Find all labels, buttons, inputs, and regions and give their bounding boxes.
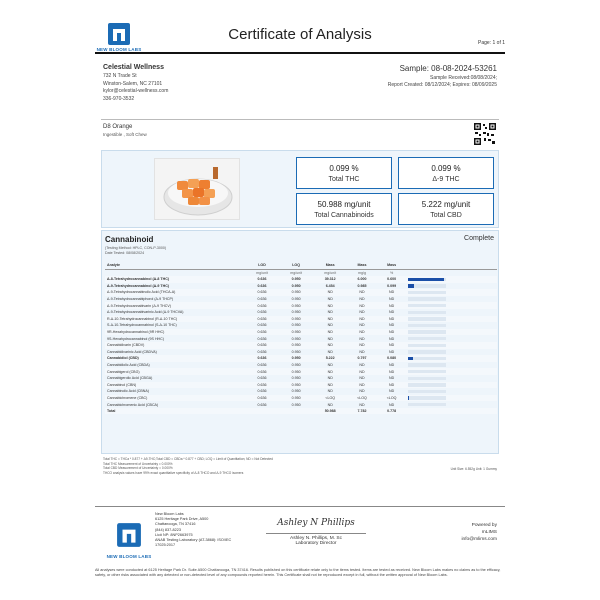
mass-g-cell: ND: [359, 363, 365, 368]
lab-line: New Bloom Labs: [155, 512, 184, 516]
col-bar: [406, 261, 497, 269]
table-body: [105, 269, 497, 414]
loq-cell: 0.950: [279, 329, 313, 336]
signature: Ashley N Phillips: [277, 518, 355, 528]
table-row: [105, 388, 497, 395]
bar-cell: [406, 408, 497, 415]
mass-unit-cell: 5.222: [313, 355, 347, 362]
total-cannabinoids-card: [296, 193, 392, 225]
unit-cell: [406, 269, 497, 276]
lod-cell: 0.636: [245, 368, 279, 375]
loq-cell: 0.950: [279, 316, 313, 323]
table-row: [105, 368, 497, 375]
bar-cell: [406, 329, 497, 336]
total-cbd-card: [398, 193, 494, 225]
bar-cell: [406, 388, 497, 395]
lod-cell: 0.636: [257, 297, 267, 302]
analyte-cell: Cannabigerol (CBG): [105, 368, 245, 375]
mass-g-cell: <LOQ: [347, 395, 377, 402]
total-cbd-label: Total CBD: [430, 212, 462, 219]
mass-unit-cell: ND: [327, 389, 333, 394]
mass-pct-cell: 0.600: [377, 276, 407, 283]
mass-unit-cell: ND: [327, 376, 333, 381]
footer-rule: [95, 506, 505, 507]
loq-cell: 0.950: [291, 376, 301, 381]
analyte-cell: Cannabidiolic Acid (CBDA): [107, 363, 150, 368]
mass-g-cell: 0.985: [357, 283, 367, 288]
lab-line: Chattanooga, TN 37416: [155, 522, 196, 527]
mass-unit-cell: ND: [327, 402, 333, 407]
mass-pct-cell: ND: [377, 302, 407, 309]
mass-g-cell: 6.000: [347, 276, 377, 283]
lod-cell: 0.636: [257, 389, 267, 394]
unit-cell: mg/g: [358, 270, 367, 275]
lab-line: Lic# NP: 8NP2663975: [155, 532, 193, 537]
loq-cell: 0.950: [291, 363, 301, 368]
lod-cell: 0.636: [257, 376, 267, 381]
mass-unit-cell: ND: [313, 329, 347, 336]
concentration-bar: [408, 291, 446, 294]
mass-g-cell: 7.782: [347, 408, 377, 415]
concentration-bar: [408, 311, 446, 314]
mass-unit-cell: ND: [313, 316, 347, 323]
concentration-bar: [408, 396, 446, 399]
mass-pct-cell: ND: [388, 402, 395, 407]
table-row: [105, 276, 497, 283]
sample-id: Sample: 08-08-2024-53261: [399, 64, 497, 73]
lod-cell: 0.636: [245, 382, 279, 389]
header-rule: [95, 52, 505, 54]
mass-g-cell: ND: [359, 297, 365, 302]
table-row: [105, 395, 497, 402]
mass-g-cell: ND: [347, 316, 377, 323]
unit-cell: %: [389, 270, 394, 275]
powered-email[interactable]: info@mlims.com: [461, 537, 497, 542]
d9-thc-value: 0.099 %: [431, 164, 461, 173]
analyte-cell: Cannabidivarin (CBDV): [105, 342, 245, 349]
concentration-bar: [408, 330, 446, 333]
total-thc-value: 0.099 %: [329, 164, 359, 173]
concentration-bar: [408, 337, 446, 340]
mass-g-cell: ND: [359, 389, 365, 394]
product-photo: [154, 158, 240, 220]
mass-g-cell: ND: [347, 382, 377, 389]
analyte-cell: Δ-9-Tetrahydrocannabinolic Acid (THCA-A): [105, 289, 245, 296]
loq-cell: 0.950: [291, 389, 301, 394]
mass-unit-cell: ND: [313, 368, 347, 375]
mass-pct-cell: ND: [388, 336, 395, 341]
bar-cell: [406, 382, 497, 389]
lod-cell: 0.636: [245, 342, 279, 349]
mass-unit-cell: ND: [327, 349, 333, 354]
lod-cell: 0.636: [245, 289, 279, 296]
analyte-cell: 9R-Hexahydrocannabinol (9R HHC): [105, 329, 245, 336]
mass-pct-cell: ND: [388, 323, 395, 328]
bar-cell: [406, 276, 497, 283]
mass-pct-cell: ND: [377, 329, 407, 336]
mass-g-cell: 0.797: [347, 355, 377, 362]
col-mass-g: Mass: [347, 261, 377, 269]
mass-g-cell: ND: [359, 336, 365, 341]
coa-page: [95, 8, 505, 592]
mass-unit-cell: ND: [327, 336, 333, 341]
analyte-cell: Cannabidiol (CBD): [105, 355, 245, 362]
footnote-line: Total THC = THCa * 0.877 + Δ9-THC;Total CBD = CBDa * 0.877 + CBD; LOQ = Limit of Quantitation; ND = Not Detected: [103, 457, 273, 461]
unit-cell: mg/unit: [324, 270, 337, 275]
table-row: [105, 401, 497, 408]
table-row: [105, 335, 497, 342]
footnote-line: Total CBD Measurement of Uncertainty = 0.000%: [103, 466, 173, 471]
client-name: Celestial Wellness: [103, 64, 164, 71]
analyte-cell: Cannabinol (CBN): [105, 382, 245, 389]
lod-cell: 0.636: [245, 329, 279, 336]
table-row: [105, 342, 497, 349]
concentration-bar: [408, 278, 446, 281]
mass-unit-cell: 39.312: [313, 276, 347, 283]
footnotes: [103, 457, 403, 475]
unit-cell: mg/unit: [290, 270, 303, 275]
mass-unit-cell: ND: [327, 297, 333, 302]
bar-cell: [406, 401, 497, 408]
summary-panel: [101, 150, 499, 228]
product-info: [103, 124, 147, 137]
analyte-cell: Total: [105, 408, 245, 415]
concentration-bar-fill: [408, 357, 413, 360]
loq-cell: 0.950: [291, 336, 301, 341]
concentration-bar: [408, 377, 446, 380]
table-row: [105, 322, 497, 329]
analyte-cell: S-Δ-10-Tetrahydrocannabinol (S-Δ-10 THC): [107, 323, 177, 328]
mass-pct-cell: ND: [377, 342, 407, 349]
loq-cell: 0.950: [291, 349, 301, 354]
bar-cell: [406, 283, 497, 290]
analyte-cell: Cannabichromene (CBC): [105, 395, 245, 402]
table-row: [105, 375, 497, 382]
signer-name: Ashley N. Phillips, M. Sc: [290, 536, 342, 541]
mass-g-cell: ND: [347, 368, 377, 375]
col-mass-pct: Mass: [377, 261, 407, 269]
table-row: [105, 355, 497, 362]
bar-cell: [406, 362, 497, 369]
table-row: [105, 283, 497, 290]
analyte-cell: Δ-8-Tetrahydrocannabinol (Δ-8 THC): [105, 276, 245, 283]
concentration-bar: [408, 403, 446, 406]
mass-pct-cell: ND: [377, 316, 407, 323]
loq-cell: 0.950: [279, 342, 313, 349]
concentration-bar: [408, 383, 446, 386]
table-row: [105, 349, 497, 356]
loq-cell: 0.950: [279, 368, 313, 375]
mass-pct-cell: <LOQ: [377, 395, 407, 402]
table-row: [105, 382, 497, 389]
footnote-line: THCO analysis values have 99% exact quantitative specificity of Δ-8 THCO and Δ-9 THCO isomers: [103, 470, 244, 475]
mass-unit-cell: 6.454: [325, 283, 335, 288]
lab-line: (844) 837-8223: [155, 527, 181, 532]
footnote-line: Total THC Measurement of Uncertainty = 0.000%: [103, 461, 173, 466]
table-row: [105, 362, 497, 369]
mass-pct-cell: 0.080: [377, 355, 407, 362]
mass-unit-cell: ND: [327, 363, 333, 368]
sample-info: [277, 64, 497, 89]
lab-line: 17025:2017: [155, 543, 176, 548]
concentration-bar: [408, 370, 446, 373]
header: [95, 20, 505, 62]
section-title: Cannabinoid: [105, 235, 154, 244]
concentration-bar: [408, 363, 446, 366]
loq-cell: 0.950: [291, 323, 301, 328]
total-cannabinoids-label: Total Cannabinoids: [314, 212, 374, 219]
mass-pct-cell: ND: [388, 389, 395, 394]
col-mass-unit: Mass: [313, 261, 347, 269]
loq-cell: 0.950: [291, 283, 301, 288]
lod-cell: 0.636: [257, 336, 267, 341]
concentration-bar: [408, 284, 446, 287]
concentration-bar-fill: [408, 396, 409, 399]
concentration-bar: [408, 344, 446, 347]
mass-g-cell: ND: [347, 342, 377, 349]
mass-pct-cell: ND: [377, 289, 407, 296]
analyte-cell: Δ-9-Tetrahydrocannabinol (Δ-9 THC): [107, 283, 170, 288]
analyte-cell: Δ-9-Tetrahydrocannabivarin (Δ-9 THCV): [105, 302, 245, 309]
concentration-bar-fill: [408, 284, 414, 287]
mass-unit-cell: 50.988: [313, 408, 347, 415]
table-header-row: [105, 261, 497, 269]
lod-cell: 0.636: [257, 310, 267, 315]
section-status: Complete: [464, 235, 494, 242]
concentration-bar: [408, 357, 446, 360]
mass-g-cell: ND: [359, 402, 365, 407]
mass-g-cell: ND: [347, 289, 377, 296]
product-name: D8 Orange: [103, 124, 133, 130]
table-row: [105, 329, 497, 336]
bar-cell: [406, 322, 497, 329]
mass-g-cell: ND: [359, 310, 365, 315]
client-phone: 336-970-3532: [103, 95, 135, 102]
unit-cell: mg/unit: [256, 270, 268, 275]
mass-unit-cell: <LOQ: [313, 395, 347, 402]
concentration-bar: [408, 304, 446, 307]
table-row: [105, 309, 497, 316]
lod-cell: 0.636: [257, 363, 267, 368]
lab-line: 6125 Heritage Park Drive, A500: [155, 517, 209, 522]
section-method: [105, 246, 166, 256]
lab-address: [155, 512, 231, 548]
logo-text: NEW BLOOM LABS: [96, 47, 142, 52]
concentration-bar-fill: [408, 278, 444, 281]
units-row: [105, 269, 497, 276]
divider: [101, 119, 499, 120]
results-table: [105, 261, 497, 414]
loq-cell: 0.950: [279, 289, 313, 296]
analyte-cell: R-Δ-10-Tetrahydrocannabinol (R-Δ-10 THC): [105, 316, 245, 323]
analyte-cell: Δ-9-Tetrahydrocannabiphorol (Δ-9 THCP): [107, 297, 174, 302]
unit-size-note: Unit Size: 6.552g Unit: 1 Gummy: [450, 467, 497, 471]
mass-pct-cell: ND: [388, 297, 395, 302]
loq-cell: [279, 408, 313, 415]
powered-brand: mLIMS: [481, 530, 497, 535]
mass-pct-cell: ND: [377, 382, 407, 389]
report-dates: Report Created: 08/12/2024; Expires: 08/09/2025: [387, 82, 497, 88]
mass-g-cell: ND: [347, 329, 377, 336]
bar-cell: [406, 296, 497, 303]
signature-block: [261, 518, 371, 546]
mass-pct-cell: ND: [388, 376, 395, 381]
bar-cell: [406, 368, 497, 375]
table-row: [105, 302, 497, 309]
mass-pct-cell: ND: [377, 368, 407, 375]
bar-cell: [406, 309, 497, 316]
total-thc-label: Total THC: [328, 176, 360, 183]
footer-logo: [105, 522, 153, 559]
client-info: [103, 64, 303, 103]
product-type: Ingestible , Soft Chew: [103, 132, 147, 137]
lod-cell: 0.636: [257, 402, 267, 407]
analyte-cell: Cannabinolic Acid (CBNA): [107, 389, 149, 394]
disclaimer: All analyses were conducted at 6125 Heritage Park Dr. Suite A500 Chattanooga, TN 37416. Results published on this certificate relate only to the items tested. Items are tested as received. New Bloom Labs makes no claims as to the efficacy, safety, or other risks associated with any detected or non-detected level of any compounds reported herein. This Certificate shall not be reproduced except in full, without the written approval of New Bloom Labs.: [95, 568, 501, 578]
table-row: [105, 296, 497, 303]
d9-thc-label: Δ-9 THC: [432, 176, 460, 183]
cannabinoid-section: [101, 230, 499, 454]
lod-cell: 0.636: [245, 302, 279, 309]
concentration-bar: [408, 324, 446, 327]
mass-pct-cell: ND: [388, 363, 395, 368]
bar-cell: [406, 395, 497, 402]
new-bloom-logo-icon: [115, 522, 143, 548]
total-thc-card: [296, 157, 392, 189]
analyte-cell: Δ-9-Tetrahydrocannabivarinic Acid (Δ-9 THCVA): [107, 310, 184, 315]
table-row: [105, 289, 497, 296]
d9-thc-card: [398, 157, 494, 189]
mass-pct-cell: 0.778: [377, 408, 407, 415]
loq-cell: 0.950: [279, 302, 313, 309]
analyte-cell: Cannabichromenic Acid (CBCA): [107, 402, 159, 407]
qr-code-icon: [473, 122, 497, 146]
mass-unit-cell: ND: [313, 302, 347, 309]
loq-cell: 0.950: [279, 355, 313, 362]
mass-pct-cell: ND: [388, 349, 395, 354]
client-email: kylor@celestial-wellness.com: [103, 88, 169, 94]
page-number: Page: 1 of 1: [478, 40, 505, 46]
col-analyte: Analyte: [105, 261, 245, 269]
signature-line: [266, 533, 366, 534]
mass-unit-cell: ND: [313, 382, 347, 389]
lod-cell: 0.636: [257, 349, 267, 354]
mass-pct-cell: ND: [388, 310, 395, 315]
bar-cell: [406, 289, 497, 296]
date-tested: Date Tested: 08/08/2024: [105, 251, 145, 255]
mass-unit-cell: ND: [313, 342, 347, 349]
table-row: [105, 316, 497, 323]
footer-logo-text: NEW BLOOM LABS: [106, 554, 152, 559]
client-address-1: 732 N Trade St: [103, 73, 137, 79]
bar-cell: [406, 342, 497, 349]
document-title: Certificate of Analysis: [228, 26, 372, 43]
loq-cell: 0.950: [291, 310, 301, 315]
col-lod: LOD: [245, 261, 279, 269]
concentration-bar: [408, 390, 446, 393]
total-cbd-value: 5.222 mg/unit: [421, 200, 471, 209]
lod-cell: [245, 408, 279, 415]
mass-unit-cell: ND: [327, 323, 333, 328]
mass-g-cell: ND: [347, 302, 377, 309]
loq-cell: 0.950: [291, 402, 301, 407]
sample-received: Sample Received:08/08/2024;: [430, 75, 497, 81]
signer-title: Laboratory Director: [295, 541, 337, 546]
mass-unit-cell: ND: [327, 310, 333, 315]
testing-method: (Testing Method: HPLC, CON-P-3000): [105, 246, 167, 250]
bar-cell: [406, 355, 497, 362]
powered-by: [461, 522, 497, 543]
table-row: [105, 408, 497, 415]
lod-cell: 0.636: [245, 395, 279, 402]
loq-cell: 0.950: [279, 382, 313, 389]
concentration-bar: [408, 350, 446, 353]
concentration-bar: [408, 317, 446, 320]
analyte-cell: Cannabigerolic Acid (CBGA): [107, 376, 153, 381]
mass-g-cell: ND: [359, 323, 365, 328]
powered-label: Powered by: [471, 523, 497, 528]
total-cannabinoids-value: 50.988 mg/unit: [317, 200, 371, 209]
bar-cell: [406, 302, 497, 309]
lod-cell: 0.636: [257, 283, 267, 288]
product-image-icon: [155, 159, 241, 221]
lod-cell: 0.636: [245, 276, 279, 283]
lab-line: ANAB Testing Laboratory (AT-3868): ISO/IEC: [155, 538, 232, 543]
mass-unit-cell: ND: [313, 289, 347, 296]
unit-cell: [105, 269, 245, 276]
concentration-bar: [408, 297, 446, 300]
mass-g-cell: ND: [359, 376, 365, 381]
analyte-cell: Cannabidivarinic Acid (CBDVA): [107, 349, 157, 354]
client-address-2: Winston-Salem, NC 27101: [103, 80, 163, 87]
analyte-cell: 9S-Hexahydrocannabinol (9S HHC): [107, 336, 164, 341]
loq-cell: 0.950: [279, 395, 313, 402]
loq-cell: 0.950: [291, 297, 301, 302]
lod-cell: 0.636: [257, 323, 267, 328]
lod-cell: 0.636: [245, 316, 279, 323]
mass-pct-cell: 0.099: [387, 283, 397, 288]
loq-cell: 0.950: [279, 276, 313, 283]
bar-cell: [406, 375, 497, 382]
bar-cell: [406, 349, 497, 356]
mass-g-cell: ND: [359, 349, 365, 354]
bar-cell: [406, 316, 497, 323]
lod-cell: 0.636: [245, 355, 279, 362]
col-loq: LOQ: [279, 261, 313, 269]
bar-cell: [406, 335, 497, 342]
